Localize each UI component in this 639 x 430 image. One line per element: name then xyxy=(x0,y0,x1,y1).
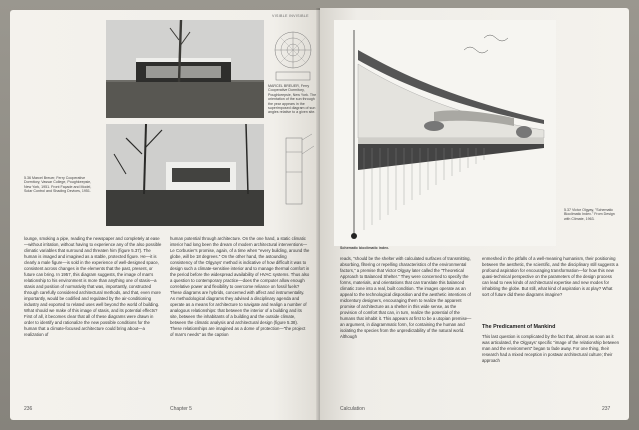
running-head: VISIBLE INVISIBLE xyxy=(272,14,309,18)
building-photo-rear xyxy=(106,124,264,226)
chapter-footer-right: Calculation xyxy=(340,406,365,412)
sun-angle-diagram xyxy=(268,24,318,84)
page-number-right: 237 xyxy=(602,406,611,412)
right-page xyxy=(320,8,629,420)
section-sketch xyxy=(272,132,316,208)
bioclimatic-index-diagram xyxy=(334,20,556,246)
left-page xyxy=(10,10,320,420)
figure-caption: Schematic bioclimatic index. xyxy=(340,246,390,250)
right-column-2b: This last question is complicated by the fact that, almost as soon as it was articulated, the Olgyays' specific "image of the relationship between man and the environment" began to fade away. For one thing, their research had a mixed reception in postwar architectural culture; their approach xyxy=(482,334,620,363)
building-rear-image xyxy=(106,124,264,226)
section-heading: The Predicament of Mankind xyxy=(482,324,556,330)
diagram-caption: MARCEL BREUER, Ferry Cooperative Dormitory, Poughkeepsie, New York. The orientation of the sun through the year appears in the superimposed diagram of sun angles relative to a given site. xyxy=(268,84,317,115)
chapter-footer-left: Chapter 5 xyxy=(170,406,192,412)
photo-caption: 5.36 Marcel Breuer, Ferry Cooperative Dormitory, Vassar College, Poughkeepsie, New York, 1951. Front Façade and Model, Solar Control and Shading Devices, 1951. xyxy=(24,176,92,194)
right-column-1: reads, "should be the shelter with calculated surfaces of transmitting, absorbing, filtering or repelling characteristics of the environmental factors," a premise that Victor Olgyay later called the "Theoretical Approach to Balanced Shelter." They were concerned to specify the forms, materials, and orientations that can translate this balanced climatic zone into a real, built condition. The images operate as an appeal to the technological disposition and the aesthetic intentions of midcentury designers, encouraging them to realize the apparent promise of architecture as a shelter in this wide sense, as the provision of comfort that can, in turn, realize the potential of the humans that inhabit it. This appears at first to be a utopian premise—an argument, in diagrammatic form, for containing the human and isolating the species from the unpredictability of the natural world. Although xyxy=(340,256,472,339)
figure-label: 5.37 Victor Olgyay, "Schematic Bioclimatic Index." From Design with Climate, 1963. xyxy=(564,208,615,221)
building-front-image xyxy=(106,20,264,118)
left-column-2: human potential through architecture. On the one hand, a static climatic interior had long been the dream of modern architectural interventions—Le Corbusier's promise, again, of a time when "every building, around the globe, will be 18 degrees." On the other hand, the astounding consistency of the Olgyays' method is indicative of how difficult it was to design such a climate-sensitive interior and to manage thermal comfort in the period before the widespread availability of HVAC systems. Thus also a question to contemporary practice—does the computer allow enough correlative power and flexibility to overcome reliance on fossil fuels? These diagrams are hybrids, concerned with affect and instrumentality. As methodological diagrams they advised a disciplinary agenda and operate as a means for architecture to navigate and realign a number of analogous relationships: that between the interior of a building and its site, between the inhabitants of a building and the outside climate, between the climatic analysis and architectural design (figure 5.38). These relationships are imagined as a dome of protection—"the project of man's needs" as the caption xyxy=(170,236,310,337)
page-number-left: 236 xyxy=(24,406,33,412)
right-column-2: enmeshed in the pitfalls of a well-meaning humanism, their positioning between the aesthetic, the scientific, and the disciplinary still suggests a profound aspiration for encouraging transformation—for how this new quasi-technical perspective on the parameters of the design process can lead to new kinds of architectural expertise and new modes for inhabiting the globe. But still, what kind of aspiration is at play? What sort of future did these diagrams imagine? xyxy=(482,256,619,297)
building-photo-front xyxy=(106,20,264,118)
left-column-1: lounge, smoking a pipe, reading the newspaper and completely at ease—without irritation, without having to experience any of the also possible climatic variables that surround and threaten him (figure 5.37). The human is imaged and imagined as a stable, protected figure. He—it is clearly a male figure—is sold in the experience of well-designed space, consistent across changes in the elements that the past, present, or future can bring. In 1957, this diagram suggests, the image of man's relationship to his environment is more than anything one of stasis—a stasis and position of normativity that was, importantly, constructed through carefully considered architectural methods, and that, even more importantly, would be codified and regulated by the air-conditioning industry and exported to related uses well beyond the world of building. What should we make of this image of stasis, and its potential effects? First of all, it becomes clear that all of these diagrams were drawn in order to identify and rationalize the new possible conditions for the human that a climate-focused architecture could bring about—a realization of xyxy=(24,236,162,337)
